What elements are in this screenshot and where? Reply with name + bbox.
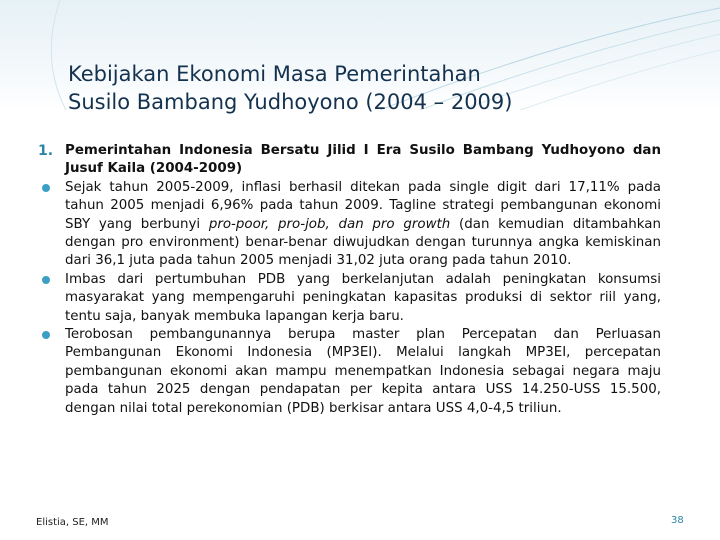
bullet-text-cont: (dan kemudian ditambahkan dengan pro environment) benar-benar diwujudkan dengan turunnya angka kemiskinan dari 36,1 juta pada tahun 2005 menjadi 31,02 juta orang pada tahun 2010. — [65, 216, 661, 269]
bullet-dot-icon — [42, 276, 50, 284]
bullet-item-pdb — [38, 271, 661, 326]
bullet-item-mp3ei — [38, 326, 661, 418]
numbered-item — [38, 142, 661, 179]
bullet-dot-icon — [42, 331, 50, 339]
bullet-text: Imbas dari pertumbuhan PDB yang berkelanjutan adalah peningkatan konsumsi masyarakat yang mempengaruhi peningkatan kapasitas produksi di sektor riil yang, tentu saja, banyak membuka lapangan kerja baru. — [65, 271, 661, 324]
bullet-item-inflation — [38, 179, 661, 271]
numbered-item-text: Pemerintahan Indonesia Bersatu Jilid I Era Susilo Bambang Yudhoyono dan Jusuf Kaila (2004-2009) — [65, 143, 661, 177]
page-number: 38 — [671, 515, 684, 526]
title-line-1: Kebijakan Ekonomi Masa Pemerintahan — [68, 62, 481, 86]
bullet-text: Sejak tahun 2005-2009, inflasi berhasil ditekan pada single digit dari 17,11% pada tahun 2005 menjadi 6,96% pada tahun 2009. Tagline strategi pembangunan ekonomi SBY yang berbunyi — [65, 179, 661, 232]
bullet-italic-text: pro-poor, pro-job, dan pro growth — [208, 216, 451, 232]
slide-content — [38, 142, 661, 418]
slide-title — [68, 60, 688, 116]
title-line-2: Susilo Bambang Yudhoyono (2004 – 2009) — [68, 90, 513, 114]
footer-author: Elistia, SE, MM — [36, 517, 109, 528]
bullet-text: Terobosan pembangunannya berupa master plan Percepatan dan Perluasan Pembangunan Ekonomi Indonesia (MP3EI). Melalui langkah MP3EI, percepatan pembangunan ekonomi akan mampu menempatkan Indonesia sebagai negara maju pada tahun 2025 dengan pendapatan per kepita antara USS 14.250-USS 15.500, dengan nilai total perekonomian (PDB) berkisar antara USS 4,0-4,5 triliun. — [65, 327, 661, 416]
item-number: 1. — [38, 143, 54, 159]
bullet-dot-icon — [42, 184, 50, 192]
